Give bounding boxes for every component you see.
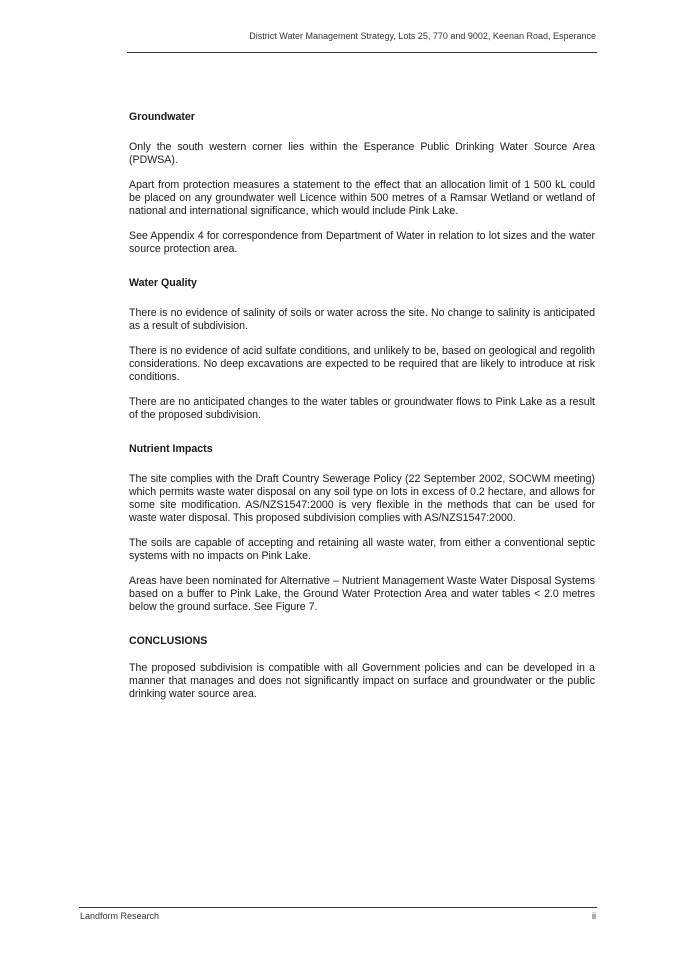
paragraph: The site complies with the Draft Country Sewerage Policy (22 September 2002, SOCWM meeting) which permits waste water disposal on any soil type on lots in excess of 0.2 hectare, and allows for some site modification. AS/NZS1547:2000 is very flexible in the methods that can be used for waste water disposal. This proposed subdivision complies with AS/NZS1547:2000. [129, 473, 595, 524]
paragraph: There is no evidence of acid sulfate conditions, and unlikely to be, based on geological and regolith considerations. No deep excavations are expected to be required that are likely to introduce at risk conditions. [129, 345, 595, 383]
paragraph: There are no anticipated changes to the water tables or groundwater flows to Pink Lake as a result of the proposed subdivision. [129, 396, 595, 421]
paragraph: Only the south western corner lies within the Esperance Public Drinking Water Source Area (PDWSA). [129, 141, 595, 166]
paragraph: Areas have been nominated for Alternative – Nutrient Management Waste Water Disposal Systems based on a buffer to Pink Lake, the Ground Water Protection Area and water tables < 2.0 metres below the ground surface. See Figure 7. [129, 575, 595, 613]
section-heading: CONCLUSIONS [129, 635, 208, 647]
page-header-title: District Water Management Strategy, Lots 25, 770 and 9002, Keenan Road, Esperance [249, 31, 596, 41]
page-number: ii [592, 911, 596, 921]
section-heading: Groundwater [129, 111, 195, 123]
section-heading: Nutrient Impacts [129, 443, 213, 455]
footer-divider [79, 907, 597, 908]
paragraph: Apart from protection measures a statement to the effect that an allocation limit of 1 500 kL could be placed on any groundwater well Licence within 500 metres of a Ramsar Wetland or wetland of national and international significance, which would include Pink Lake. [129, 179, 595, 217]
document-body [129, 111, 595, 722]
section-nutrient-impacts [129, 443, 595, 614]
section-conclusions [129, 635, 595, 701]
paragraph: See Appendix 4 for correspondence from Department of Water in relation to lot sizes and the water source protection area. [129, 230, 595, 255]
header-divider [127, 52, 597, 53]
footer-author: Landform Research [80, 911, 160, 921]
paragraph: The soils are capable of accepting and retaining all waste water, from either a conventional septic systems with no impacts on Pink Lake. [129, 537, 595, 562]
section-heading: Water Quality [129, 277, 197, 289]
paragraph: There is no evidence of salinity of soils or water across the site. No change to salinity is anticipated as a result of subdivision. [129, 307, 595, 332]
section-water-quality [129, 277, 595, 422]
section-groundwater [129, 111, 595, 256]
paragraph: The proposed subdivision is compatible with all Government policies and can be developed in a manner that manages and does not significantly impact on surface and groundwater or the public drinking water source area. [129, 662, 595, 700]
